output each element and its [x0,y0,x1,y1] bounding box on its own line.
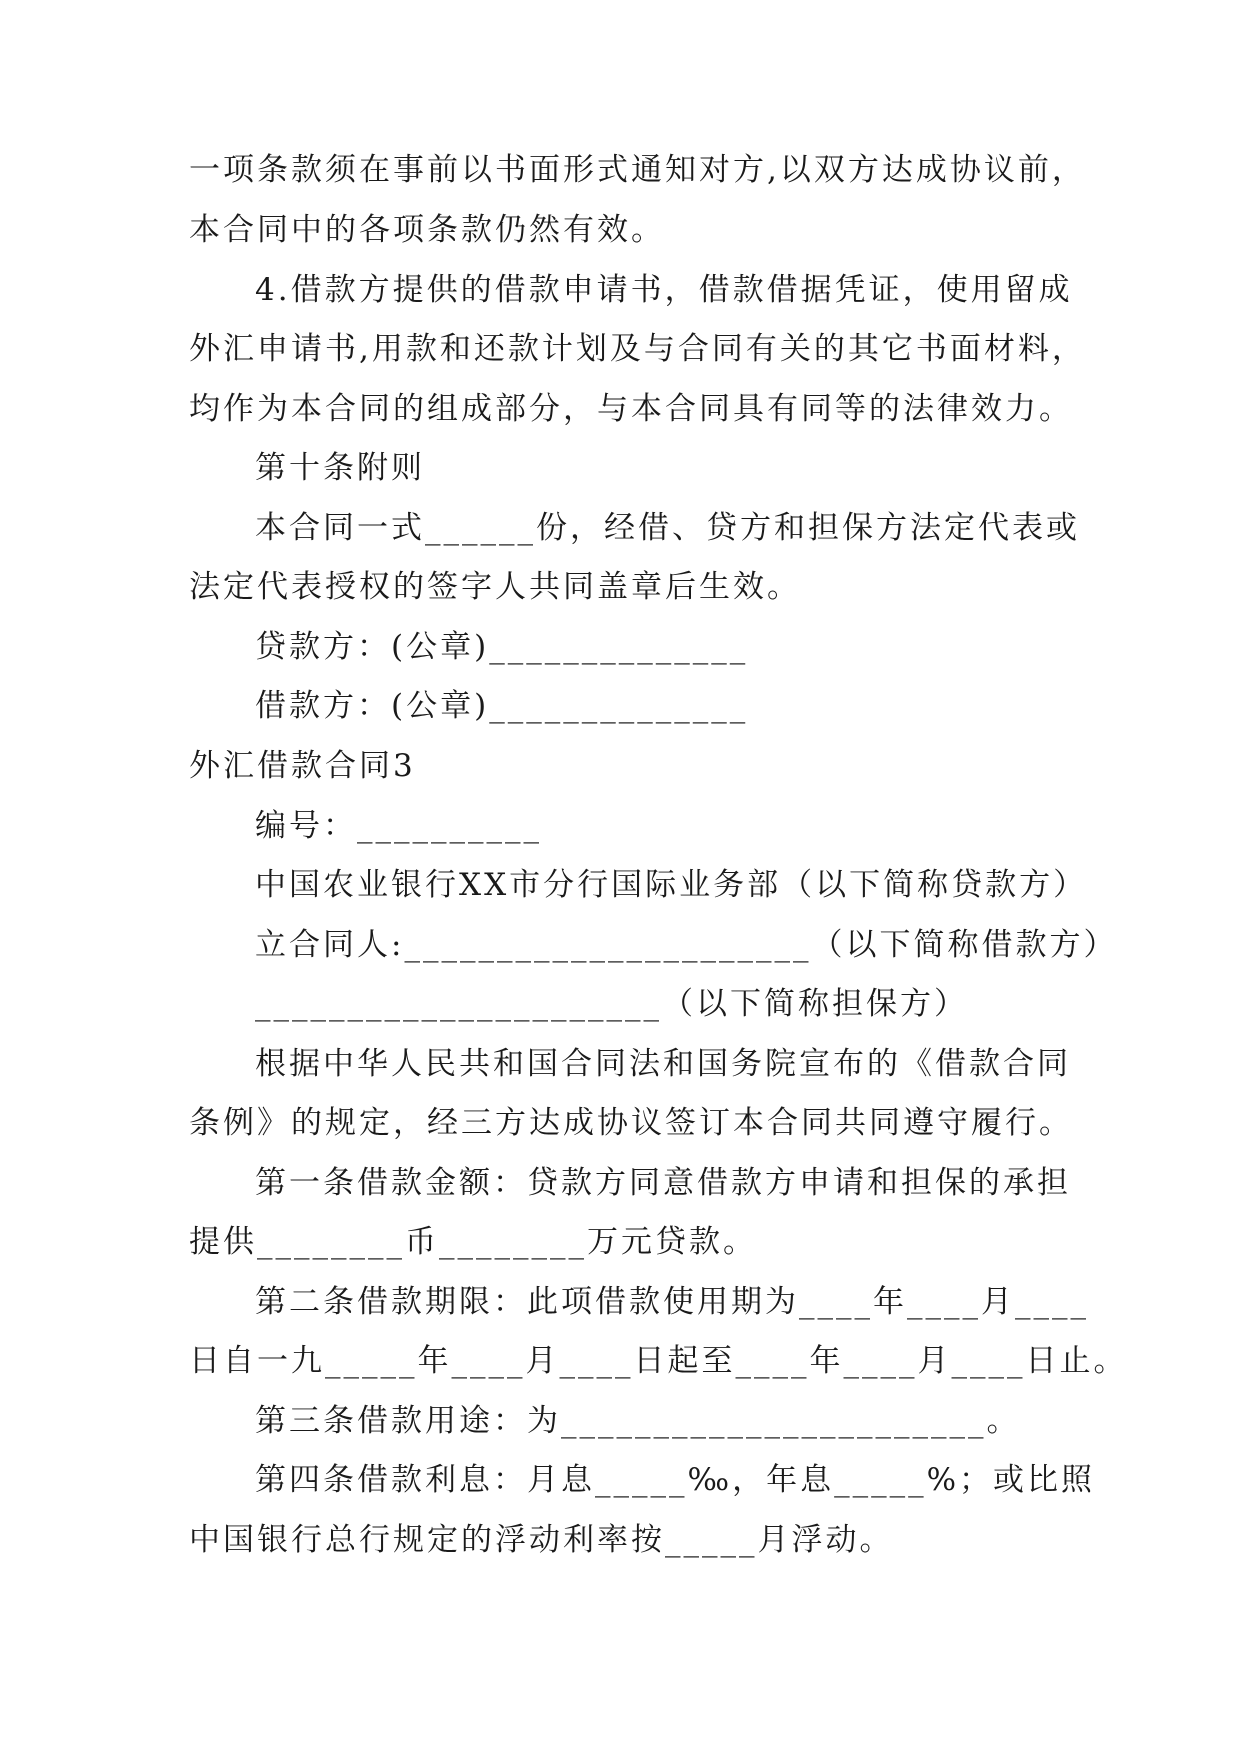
text-line: 第四条借款利息：月息_____‰，年息_____%；或比照 [255,1462,1096,1498]
text-line: 第一条借款金额：贷款方同意借款方申请和担保的承担 [255,1165,1071,1201]
contract-number-line: 编号：__________ [255,808,542,844]
text-line: 外汇申请书,用款和还款计划及与合同有关的其它书面材料， [189,331,1086,367]
text-line: ______________________（以下简称担保方） [255,986,968,1022]
text-line: 根据中华人民共和国合同法和国务院宣布的《借款合同 [255,1046,1071,1082]
signature-line-borrower: 借款方：(公章)______________ [255,688,749,724]
text-line: 提供________币________万元贷款。 [189,1224,757,1260]
contract-title: 外汇借款合同3 [189,748,416,784]
signature-line-lender: 贷款方：(公章)______________ [255,629,749,665]
text-line: 4.借款方提供的借款申请书，借款借据凭证，使用留成 [255,272,1073,308]
text-line: 均作为本合同的组成部分，与本合同具有同等的法律效力。 [189,391,1073,427]
text-line: 第三条借款用途：为_______________________。 [255,1403,1021,1439]
text-line: 中国银行总行规定的浮动利率按_____月浮动。 [189,1522,894,1558]
text-line: 第二条借款期限：此项借款使用期为____年____月____ [255,1284,1089,1320]
text-line: 立合同人:______________________（以下简称借款方） [255,927,1118,963]
section-heading: 第十条附则 [255,450,425,486]
text-line: 本合同一式______份，经借、贷方和担保方法定代表或 [255,510,1080,546]
text-line: 日自一九_____年____月____日起至____年____月____日止。 [189,1343,1128,1379]
text-line: 中国农业银行XX市分行国际业务部（以下简称贷款方） [255,867,1088,903]
text-line: 法定代表授权的签字人共同盖章后生效。 [189,569,801,605]
text-line: 条例》的规定，经三方达成协议签订本合同共同遵守履行。 [189,1105,1073,1141]
text-line: 一项条款须在事前以书面形式通知对方,以双方达成协议前， [189,152,1086,188]
text-line: 本合同中的各项条款仍然有效。 [189,212,665,248]
